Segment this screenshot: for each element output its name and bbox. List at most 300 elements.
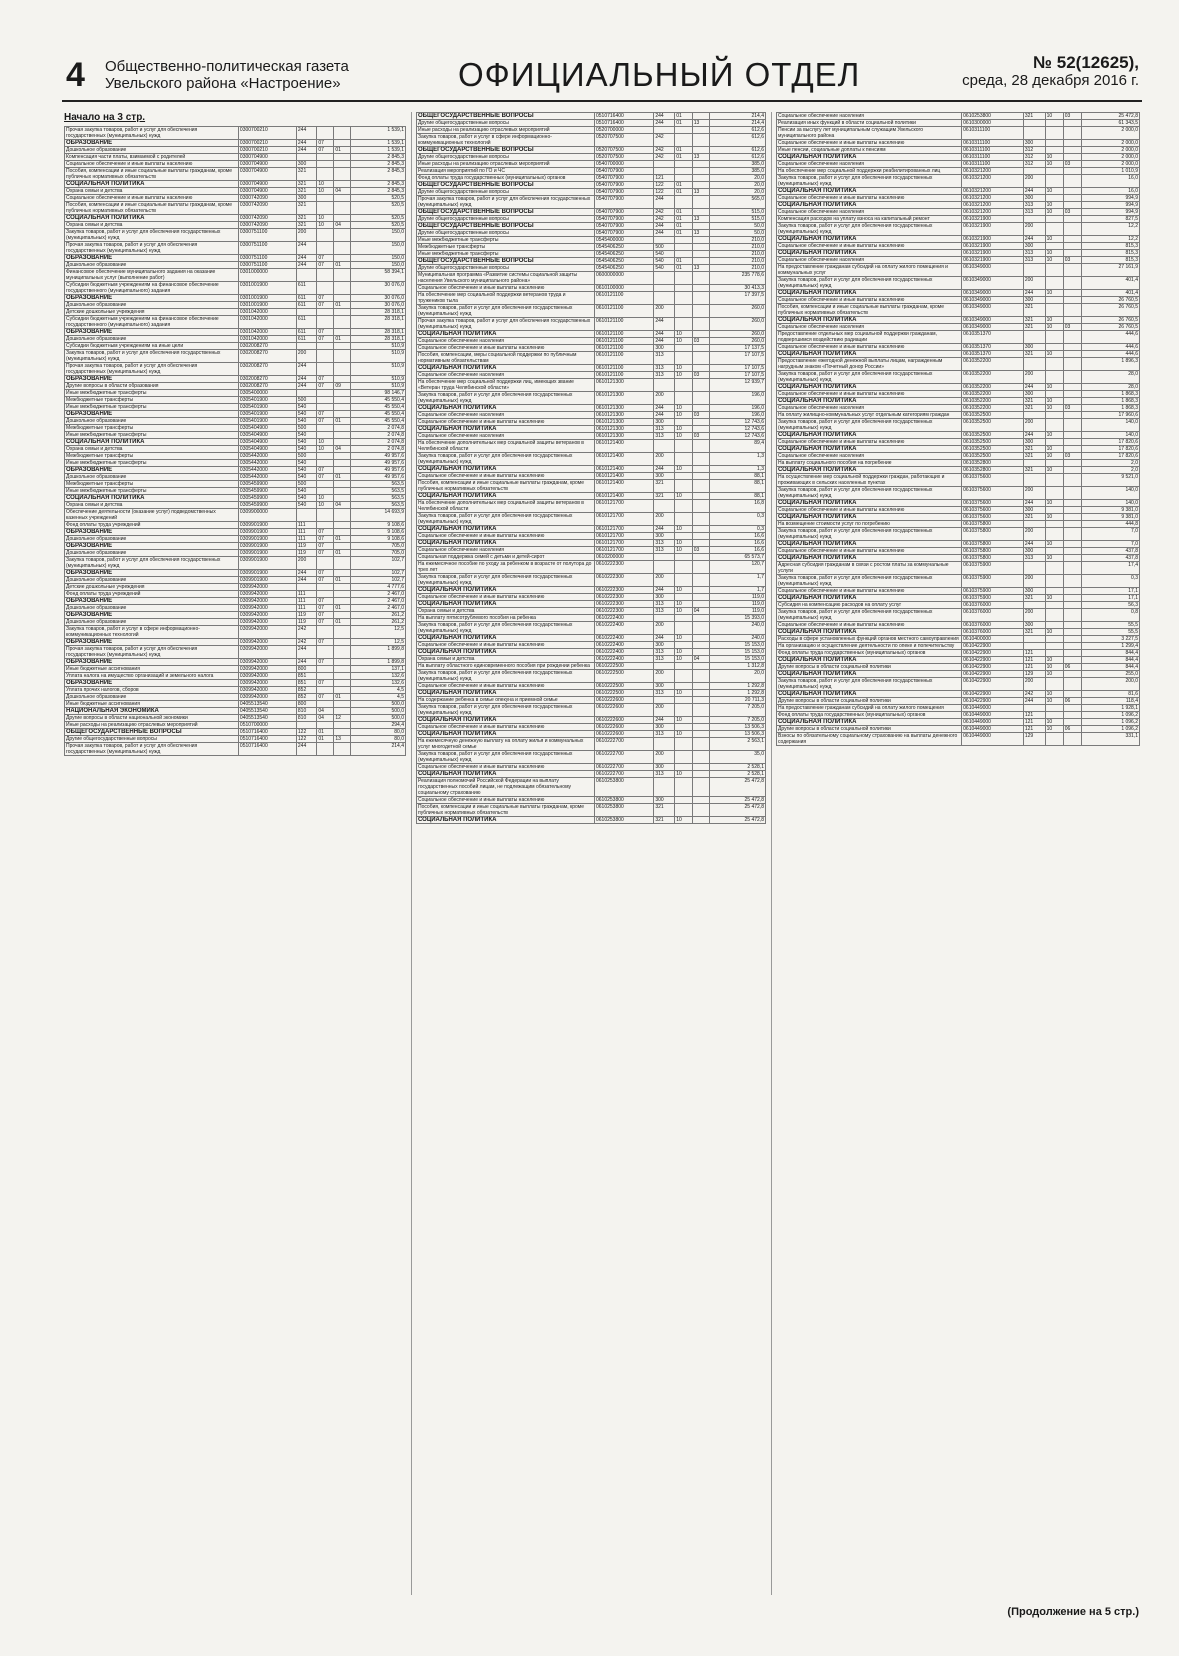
expense-type: 321: [1023, 324, 1045, 331]
section: [1045, 575, 1063, 588]
expense-type: 111: [296, 536, 316, 543]
table-row: [65, 363, 406, 376]
target-code: 0610375900: [962, 595, 1024, 602]
subsection: [334, 509, 351, 522]
amount: 1 539,1: [351, 140, 406, 147]
line-item-name: Пособия, компенсации и иные социальные выплаты гражданам, кроме публичных нормативных обязательств: [417, 480, 595, 493]
table-row: [417, 817, 766, 824]
line-item-name: Социальное обеспечение населения: [417, 547, 595, 554]
subsection: [1063, 384, 1081, 391]
subsection: [1063, 344, 1081, 351]
subsection: [1063, 643, 1081, 650]
line-item-name: Социальное обеспечение и иные выплаты населению: [417, 724, 595, 731]
subsection: [334, 743, 351, 756]
subsection: [1063, 127, 1081, 140]
expense-type: 244: [296, 140, 316, 147]
target-code: 0610321900: [962, 236, 1024, 243]
section: [1045, 609, 1063, 622]
section: 07: [317, 474, 334, 481]
line-item-name: СОЦИАЛЬНАЯ ПОЛИТИКА: [777, 202, 962, 209]
line-item-name: Другие общегосударственные вопросы: [417, 154, 595, 161]
amount: 50,0: [710, 230, 766, 237]
amount: 4,5: [351, 694, 406, 701]
table-row: [777, 161, 1140, 168]
amount: 214,4: [351, 743, 406, 756]
line-item-name: На возмещение стоимости услуг по погребению: [777, 521, 962, 528]
target-code: 0610222500: [595, 690, 654, 697]
section: 10: [675, 635, 692, 642]
section: 10: [675, 405, 692, 412]
section: [675, 500, 692, 513]
expense-type: 242: [654, 154, 675, 161]
expense-type: 244: [1023, 500, 1045, 507]
target-code: 0309942000: [238, 666, 296, 673]
amount: 20,0: [710, 189, 766, 196]
section: [317, 195, 334, 202]
table-row: [417, 182, 766, 189]
line-item-name: СОЦИАЛЬНАЯ ПОЛИТИКА: [777, 467, 962, 474]
target-code: 0610222700: [595, 738, 654, 751]
expense-type: 242: [654, 209, 675, 216]
section: 01: [675, 209, 692, 216]
expense-type: [654, 440, 675, 453]
target-code: 0610253800: [595, 817, 654, 824]
table-row: [777, 398, 1140, 405]
amount: 2 845,3: [351, 161, 406, 168]
line-item-name: Социальное обеспечение и иные выплаты населению: [417, 345, 595, 352]
amount: 17 820,6: [1081, 446, 1139, 453]
target-code: 0610311100: [962, 127, 1024, 140]
section: 10: [317, 222, 334, 229]
table-row: [417, 453, 766, 466]
subsection: [692, 453, 709, 466]
subsection: [1063, 297, 1081, 304]
expense-type: 321: [296, 168, 316, 181]
amount: 118,4: [1081, 698, 1139, 705]
target-code: 0610121400: [595, 466, 654, 473]
line-item-name: На оплату жилищно-коммунальных услуг отдельным категориям граждан: [777, 412, 962, 419]
table-row: [417, 258, 766, 265]
line-item-name: Закупка товаров, работ и услуг в сфере информационно-коммуникационных технологий: [417, 134, 595, 147]
amount: 25 472,8: [710, 778, 766, 797]
table-row: [65, 495, 406, 502]
section: 10: [675, 731, 692, 738]
section: 07: [317, 376, 334, 383]
line-item-name: Дошкольное образование: [65, 536, 239, 543]
amount: 612,6: [710, 134, 766, 147]
expense-type: 111: [296, 605, 316, 612]
subsection: [334, 722, 351, 729]
section: [317, 425, 334, 432]
table-row: [65, 181, 406, 188]
amount: 210,0: [710, 237, 766, 244]
section: 01: [317, 729, 334, 736]
amount: 16,8: [710, 500, 766, 513]
section: [675, 244, 692, 251]
amount: 80,0: [351, 729, 406, 736]
section: 10: [675, 372, 692, 379]
table-row: [777, 257, 1140, 264]
subsection: 03: [692, 547, 709, 554]
table-row: [777, 147, 1140, 154]
amount: 9 108,6: [351, 536, 406, 543]
section: 01: [675, 182, 692, 189]
target-code: 0309901900: [238, 543, 296, 550]
amount: 28,0: [1081, 371, 1139, 384]
table-row: [417, 751, 766, 764]
section: [1045, 304, 1063, 317]
subsection: 01: [334, 474, 351, 481]
line-item-name: ОБРАЗОВАНИЕ: [65, 598, 239, 605]
target-code: 0520707500: [595, 134, 654, 147]
section: [317, 343, 334, 350]
target-code: 0610222600: [595, 717, 654, 724]
target-code: 0610121400: [595, 480, 654, 493]
issue-date: среда, 28 декабря 2016 г.: [962, 72, 1139, 89]
line-item-name: Фонд оплаты труда государственных (муниципальных) органов: [417, 175, 595, 182]
subsection: [334, 673, 351, 680]
table-row: [417, 412, 766, 419]
line-item-name: Социальное обеспечение и иные выплаты населению: [417, 642, 595, 649]
section: [675, 134, 692, 147]
amount: 260,0: [710, 331, 766, 338]
amount: 1 868,3: [1081, 391, 1139, 398]
target-code: 0610349000: [962, 264, 1024, 277]
table-row: [65, 619, 406, 626]
section: [1045, 521, 1063, 528]
table-row: [777, 555, 1140, 562]
line-item-name: Социальное обеспечение и иные выплаты населению: [777, 507, 962, 514]
amount: 240,0: [710, 635, 766, 642]
line-item-name: Прочая закупка товаров, работ и услуг для обеспечения государственных (муниципальных) нужд: [65, 127, 239, 140]
expense-type: 200: [654, 622, 675, 635]
subsection: 04: [334, 222, 351, 229]
section: [675, 392, 692, 405]
expense-type: 851: [296, 680, 316, 687]
amount: 16,6: [710, 540, 766, 547]
line-item-name: Социальное обеспечение и иные выплаты населению: [417, 797, 595, 804]
section: 10: [1045, 351, 1063, 358]
target-code: 0305404900: [238, 439, 296, 446]
table-row: [65, 722, 406, 729]
target-code: 0300742090: [238, 215, 296, 222]
line-item-name: На обеспечение мер социальной поддержки реабилитированных лиц: [777, 168, 962, 175]
section: [675, 663, 692, 670]
subsection: 01: [334, 619, 351, 626]
target-code: 0540707900: [595, 182, 654, 189]
section: 10: [675, 412, 692, 419]
section: [1045, 127, 1063, 140]
line-item-name: Фонд оплаты труда государственных (муниципальных) органов: [777, 712, 962, 719]
table-row: [65, 666, 406, 673]
amount: 17,4: [1081, 562, 1139, 575]
amount: 510,9: [351, 343, 406, 350]
section: [317, 460, 334, 467]
expense-type: 810: [296, 715, 316, 722]
subsection: [692, 533, 709, 540]
expense-type: [654, 778, 675, 797]
subsection: [1063, 304, 1081, 317]
line-item-name: Иные межбюджетные трансферты: [417, 251, 595, 258]
target-code: 0610352500: [962, 453, 1024, 460]
subsection: 03: [1063, 257, 1081, 264]
target-code: 0300751100: [238, 229, 296, 242]
subsection: [1063, 733, 1081, 746]
line-item-name: ОБРАЗОВАНИЕ: [65, 140, 239, 147]
subsection: [1063, 147, 1081, 154]
expense-type: 121: [1023, 664, 1045, 671]
amount: 196,0: [710, 412, 766, 419]
table-row: [65, 509, 406, 522]
expense-type: 300: [1023, 507, 1045, 514]
expense-type: 500: [296, 453, 316, 460]
subsection: [692, 663, 709, 670]
expense-type: 313: [654, 547, 675, 554]
target-code: 0610321900: [962, 250, 1024, 257]
amount: 30 076,0: [351, 282, 406, 295]
subsection: [1063, 154, 1081, 161]
expense-type: 300: [1023, 622, 1045, 629]
amount: 1 096,2: [1081, 726, 1139, 733]
target-code: 0610352500: [962, 432, 1024, 439]
table-row: [777, 371, 1140, 384]
table-row: [417, 587, 766, 594]
expense-type: 300: [654, 594, 675, 601]
target-code: 0309942000: [238, 612, 296, 619]
subsection: [692, 724, 709, 731]
target-code: 0610352200: [962, 405, 1024, 412]
section: [675, 345, 692, 352]
amount: 140,0: [1081, 419, 1139, 432]
section: 10: [1045, 202, 1063, 209]
expense-type: 852: [296, 687, 316, 694]
target-code: 0510716400: [595, 113, 654, 120]
section: 07: [317, 570, 334, 577]
table-row: [417, 697, 766, 704]
table-row: [65, 577, 406, 584]
target-code: 0610352200: [962, 391, 1024, 398]
expense-type: 244: [654, 230, 675, 237]
subsection: [334, 168, 351, 181]
subsection: [1063, 195, 1081, 202]
line-item-name: Закупка товаров, работ и услуг для обеспечения государственных (муниципальных) нужд: [417, 305, 595, 318]
expense-type: [654, 697, 675, 704]
header-rule: [62, 100, 1142, 102]
target-code: 0610121700: [595, 526, 654, 533]
line-item-name: Прочая закупка товаров, работ и услуг для обеспечения государственных (муниципальных) нужд: [417, 196, 595, 209]
target-code: 0305442000: [238, 460, 296, 467]
amount: 150,0: [351, 255, 406, 262]
expense-type: 540: [296, 439, 316, 446]
line-item-name: СОЦИАЛЬНАЯ ПОЛИТИКА: [777, 398, 962, 405]
subsection: 03: [1063, 113, 1081, 120]
section: [1045, 548, 1063, 555]
table-row: [65, 195, 406, 202]
section: 10: [675, 817, 692, 824]
line-item-name: Социальное обеспечение и иные выплаты населению: [417, 764, 595, 771]
amount: 510,9: [351, 350, 406, 363]
line-item-name: Компенсация расходов на уплату взноса на капитальный ремонт: [777, 216, 962, 223]
subsection: 03: [692, 372, 709, 379]
amount: 705,0: [351, 543, 406, 550]
table-row: [417, 635, 766, 642]
line-item-name: На выплату областного единовременного пособия при рождении ребенка: [417, 663, 595, 670]
table-row: [777, 297, 1140, 304]
target-code: 0309942000: [238, 673, 296, 680]
target-code: 0610321200: [962, 175, 1024, 188]
line-item-name: На предоставление гражданам субсидий на оплату жилого помещения: [777, 705, 962, 712]
amount: 2 000,0: [1081, 154, 1139, 161]
table-row: [417, 338, 766, 345]
target-code: 0610321200: [962, 168, 1024, 175]
amount: 7,0: [1081, 541, 1139, 548]
line-item-name: Социальное обеспечение и иные выплаты населению: [777, 548, 962, 555]
amount: 2 000,0: [1081, 140, 1139, 147]
expense-type: 810: [296, 708, 316, 715]
subsection: [692, 480, 709, 493]
target-code: 0610253800: [595, 797, 654, 804]
amount: 98 146,7: [351, 390, 406, 397]
target-code: 0300742090: [238, 202, 296, 215]
section: [317, 154, 334, 161]
amount: 65 573,7: [710, 554, 766, 561]
section: 10: [1045, 446, 1063, 453]
target-code: 0610321900: [962, 223, 1024, 236]
target-code: 0300700210: [238, 127, 296, 140]
section: 10: [1045, 317, 1063, 324]
target-code: 0309901900: [238, 529, 296, 536]
expense-type: 244: [296, 255, 316, 262]
expense-type: [1023, 460, 1045, 467]
target-code: 0610222600: [595, 731, 654, 738]
line-item-name: Закупка товаров, работ и услуг в сфере информационно-коммуникационных технологий: [65, 626, 239, 639]
newspaper-name-line1: Общественно-политическая газета: [105, 58, 349, 75]
table-row: [65, 188, 406, 195]
section: 10: [1045, 250, 1063, 257]
line-item-name: Другие общегосударственные вопросы: [417, 189, 595, 196]
expense-type: 321: [654, 493, 675, 500]
table-row: [65, 255, 406, 262]
target-code: 0610121100: [595, 305, 654, 318]
target-code: 0610352500: [962, 446, 1024, 453]
expense-type: 313: [654, 649, 675, 656]
expense-type: [654, 161, 675, 168]
subsection: [692, 440, 709, 453]
section: [1045, 712, 1063, 719]
amount: 255,0: [1081, 671, 1139, 678]
table-row: [417, 272, 766, 285]
expense-type: 321: [1023, 446, 1045, 453]
expense-type: 800: [296, 701, 316, 708]
subsection: [692, 209, 709, 216]
amount: 240,0: [710, 622, 766, 635]
table-row: [65, 550, 406, 557]
subsection: [334, 425, 351, 432]
target-code: 0610352200: [962, 371, 1024, 384]
line-item-name: Фонд оплаты труда государственных (муниципальных) органов: [777, 650, 962, 657]
table-row: [777, 384, 1140, 391]
amount: 49 957,6: [351, 474, 406, 481]
line-item-name: Иные межбюджетные трансферты: [65, 488, 239, 495]
line-item-name: СОЦИАЛЬНАЯ ПОЛИТИКА: [777, 691, 962, 698]
section: 07: [317, 329, 334, 336]
expense-type: 242: [296, 626, 316, 639]
table-row: [417, 161, 766, 168]
table-row: [417, 318, 766, 331]
table-row: [65, 467, 406, 474]
amount: 27 161,9: [1081, 264, 1139, 277]
line-item-name: СОЦИАЛЬНАЯ ПОЛИТИКА: [777, 719, 962, 726]
line-item-name: Предоставление ежегодной денежной выплаты лицам, награжденным нагрудным знаком «Почетный донор России»: [777, 358, 962, 371]
target-code: 0309942000: [238, 680, 296, 687]
line-item-name: Пособия, компенсации и иные социальные выплаты гражданам, кроме публичных нормативных обязательств: [65, 202, 239, 215]
expense-type: [1023, 216, 1045, 223]
table-row: [65, 687, 406, 694]
section: [675, 561, 692, 574]
amount: 17 820,6: [1081, 453, 1139, 460]
line-item-name: Закупка товаров, работ и услуг для обеспечения государственных (муниципальных) нужд: [777, 528, 962, 541]
expense-type: 244: [1023, 290, 1045, 297]
table-row: [417, 649, 766, 656]
expense-type: 540: [654, 251, 675, 258]
line-item-name: ОБРАЗОВАНИЕ: [65, 570, 239, 577]
target-code: 0610121400: [595, 473, 654, 480]
table-row: [65, 598, 406, 605]
budget-column-3: [776, 112, 1140, 1595]
table-row: [417, 196, 766, 209]
amount: 12,5: [351, 639, 406, 646]
amount: 28,0: [1081, 384, 1139, 391]
continued-from-label: Начало на 3 стр.: [64, 112, 146, 123]
section: 10: [675, 608, 692, 615]
expense-type: [1023, 120, 1045, 127]
line-item-name: Социальное обеспечение и иные выплаты населению: [417, 683, 595, 690]
table-row: [417, 365, 766, 372]
expense-type: 244: [654, 587, 675, 594]
amount: 1,3: [710, 466, 766, 473]
expense-type: 244: [296, 646, 316, 659]
table-row: [65, 411, 406, 418]
table-row: [65, 383, 406, 390]
section: 01: [675, 230, 692, 237]
line-item-name: СОЦИАЛЬНАЯ ПОЛИТИКА: [417, 771, 595, 778]
section: [317, 350, 334, 363]
subsection: 01: [334, 302, 351, 309]
amount: 25 472,8: [710, 797, 766, 804]
table-row: [65, 295, 406, 302]
section: 10: [1045, 541, 1063, 548]
amount: 500,0: [351, 701, 406, 708]
subsection: 01: [334, 605, 351, 612]
amount: 119,0: [710, 608, 766, 615]
amount: 55,5: [1081, 622, 1139, 629]
expense-type: 611: [296, 282, 316, 295]
table-row: [777, 636, 1140, 643]
target-code: 0610449000: [962, 733, 1024, 746]
target-code: 0610200000: [595, 554, 654, 561]
subsection: 03: [1063, 324, 1081, 331]
line-item-name: Закупка товаров, работ и услуг для обеспечения государственных (муниципальных) нужд: [417, 453, 595, 466]
expense-type: 119: [296, 550, 316, 557]
section: [317, 390, 334, 397]
target-code: 0301001900: [238, 295, 296, 302]
table-row: [65, 446, 406, 453]
amount: 844,4: [1081, 657, 1139, 664]
target-code: 0610121300: [595, 405, 654, 412]
subsection: [692, 540, 709, 547]
amount: 132,6: [351, 673, 406, 680]
section: 10: [1045, 726, 1063, 733]
